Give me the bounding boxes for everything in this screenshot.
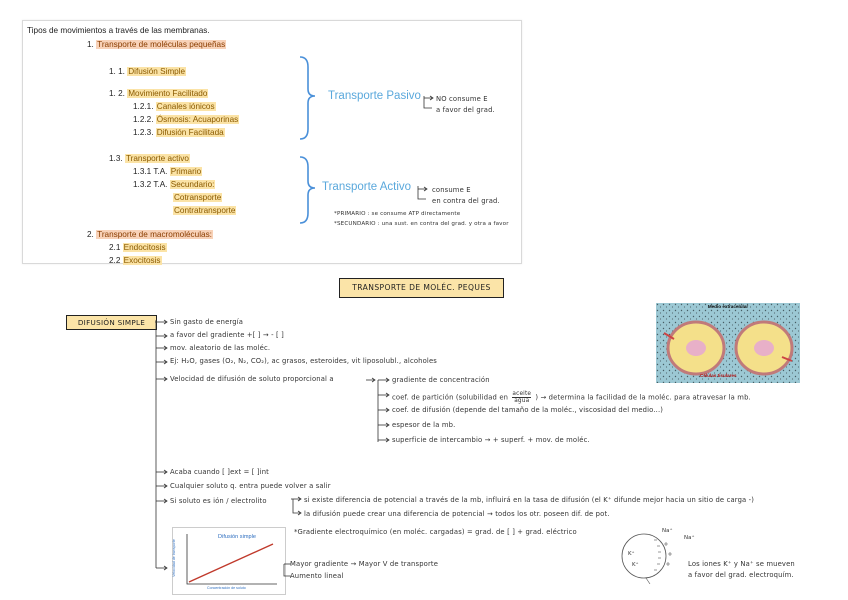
passive-note-1: NO consume E — [436, 95, 488, 103]
diffusion-branch-2: a favor del gradiente +[ ] → - [ ] — [170, 331, 284, 339]
outline-item-1-2: 1. 2. Movimiento Facilitado — [109, 89, 208, 98]
passive-note-2: a favor del grad. — [436, 106, 495, 114]
diffusion-branch-3: mov. aleatorio de las moléc. — [170, 344, 271, 352]
velocity-factor-4: espesor de la mb. — [392, 421, 456, 429]
partition-water: agua — [514, 398, 530, 404]
cell-k-ion-2: K⁺ — [632, 562, 639, 568]
outline-item-1-2-1: 1.2.1. Canales iónicos — [133, 102, 215, 111]
image-top-label: Medio extracelular — [707, 304, 749, 309]
graph-plot — [173, 528, 285, 594]
active-note-1: consume E — [432, 186, 471, 194]
outline-item-1-2-3: 1.2.3. Difusión Facilitada — [133, 128, 224, 137]
image-bottom-label: Células tisulares — [700, 373, 737, 378]
extracellular-illustration — [656, 303, 800, 383]
cell-note-1: Los iones K⁺ y Na⁺ se mueven — [688, 560, 795, 568]
blue-braces — [296, 55, 320, 225]
velocity-factor-3: coef. de difusión (depende del tamaño de la moléc., viscosidad del medio...) — [392, 406, 664, 414]
outline-item-1-1: 1. 1. Difusión Simple — [109, 67, 186, 76]
outline-item-1-3: 1.3. Transporte activo — [109, 154, 189, 163]
diffusion-box-label: DIFUSIÓN SIMPLE — [77, 318, 146, 327]
diffusion-branch-6: Acaba cuando [ ]ext = [ ]int — [170, 468, 269, 476]
partition-oil: aceite — [512, 391, 532, 397]
cell-note-2: a favor del grad. electroquím. — [688, 571, 794, 579]
graph-ylabel: Velocidad de transporte — [171, 539, 176, 577]
electrochemical-note: *Gradiente electroquímico (en moléc. cargadas) = grad. de [ ] + grad. eléctrico — [294, 528, 577, 536]
passive-transport-label: Transporte Pasivo — [328, 90, 421, 102]
section-heading-box — [339, 278, 504, 298]
active-footnote-1: *PRIMARIO : se consume ATP directamente — [334, 211, 461, 217]
diffusion-branch-8: Si soluto es ión / electrolito — [170, 497, 267, 505]
diffusion-box — [66, 315, 157, 330]
ion-effect-2: la difusión puede crear una diferencia de potencial → todos los otr. poseen dif. de pot. — [304, 510, 610, 518]
graph-title: Difusión simple — [218, 534, 256, 540]
cell-k-ion-1: K⁺ — [628, 551, 635, 557]
velocity-factor-2: coef. de partición (solubilidad en aceite agua ) → determina la facilidad de la moléc. para atravesar la mb. — [392, 391, 751, 404]
section-heading: TRANSPORTE DE MOLÉC. PEQUES — [352, 283, 491, 292]
diffusion-graph — [172, 527, 286, 595]
graph-xlabel: Concentración de soluto — [207, 586, 246, 590]
cell-na-ion-2: Na⁺ — [684, 535, 695, 541]
cell-drawing — [656, 303, 800, 383]
outline-item-1-3-1: 1.3.1 T.A. Primario — [133, 167, 202, 176]
graph-note-2: Aumento lineal — [290, 572, 344, 580]
diffusion-branch-4: Ej: H₂O, gases (O₂, N₂, CO₂), ac grasos, esteroides, vit liposolubl., alcoholes — [170, 357, 437, 365]
outline-item-contratransporte: Contratransporte — [174, 206, 236, 215]
outline-title: Tipos de movimientos a través de las membranas. — [27, 26, 210, 35]
cell-na-ion: Na⁺ — [662, 528, 673, 534]
ion-cell-sketch — [616, 528, 676, 584]
outline-item-1-2-2: 1.2.2. Ósmosis: Acuaporinas — [133, 115, 239, 124]
active-note-2: en contra del grad. — [432, 197, 500, 205]
outline-item-2-2: 2.2 Exocitosis — [109, 256, 161, 265]
velocity-factor-5: superficie de intercambio → + superf. + mov. de moléc. — [392, 436, 590, 444]
velocity-factor-1: gradiente de concentración — [392, 376, 490, 384]
outline-item-cotransporte: Cotransporte — [174, 193, 222, 202]
ion-effect-1: si existe diferencia de potencial a través de la mb, influirá en la tasa de difusión (el K⁺ difunde mejor hacia un sitio de carga -) — [304, 496, 755, 504]
active-transport-label: Transporte Activo — [322, 181, 412, 193]
outline-item-2: 2. Transporte de macromoléculas: — [87, 230, 212, 239]
diffusion-branch-5: Velocidad de difusión de soluto proporcional a — [170, 375, 334, 383]
outline-item-1: 1. Transporte de moléculas pequeñas — [87, 40, 226, 49]
outline-item-2-1: 2.1 Endocitosis — [109, 243, 166, 252]
graph-note-1: Mayor gradiente → Mayor V de transporte — [290, 560, 439, 568]
outline-item-1-3-2: 1.3.2 T.A. Secundario: — [133, 180, 215, 189]
diffusion-branch-1: Sin gasto de energía — [170, 318, 244, 326]
diffusion-branch-7: Cualquier soluto q. entra puede volver a salir — [170, 482, 331, 490]
active-footnote-2: *SECUNDARIO : una sust. en contra del grad. y otra a favor — [334, 221, 509, 227]
